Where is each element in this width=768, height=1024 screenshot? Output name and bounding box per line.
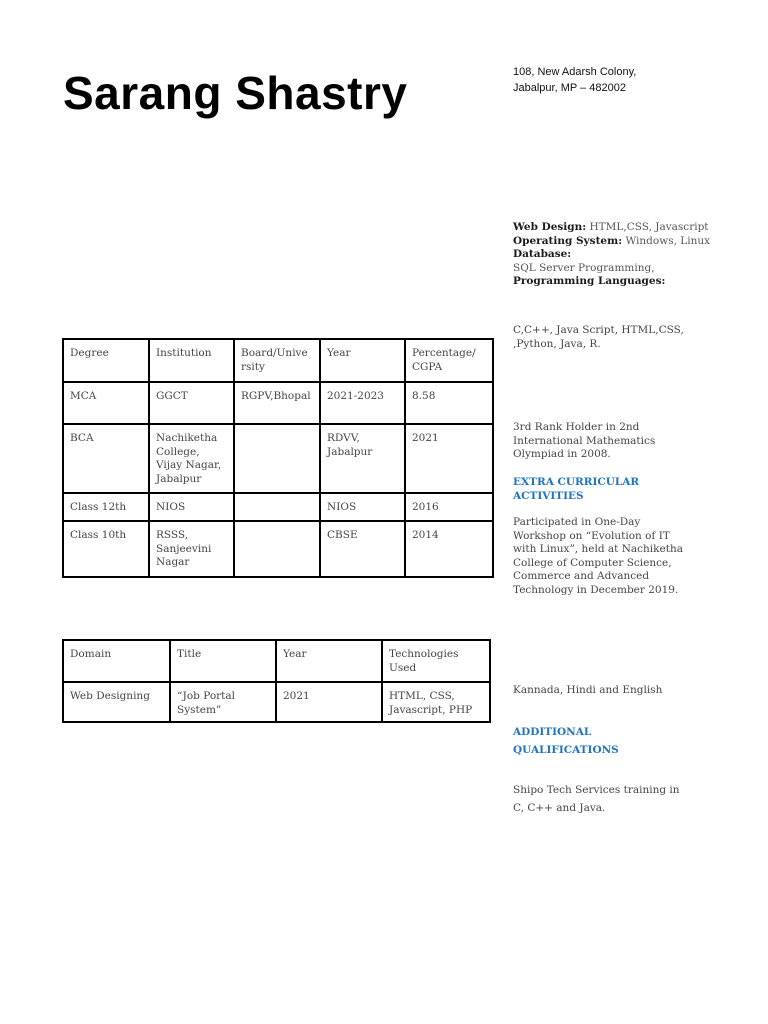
technical-skills — [513, 221, 753, 289]
header-technologies: Technologies Used — [382, 640, 490, 682]
candidate-name: Sarang Shastry — [63, 67, 408, 119]
header-year: Year — [276, 640, 382, 682]
table-row — [63, 424, 493, 493]
table-cell: GGCT — [149, 382, 234, 424]
web-design-label: Web Design: — [513, 221, 587, 233]
table-cell: CBSE — [320, 521, 405, 577]
table-cell: NIOS — [149, 493, 234, 521]
table-cell: 2021 — [405, 424, 493, 493]
table-cell: 2014 — [405, 521, 493, 577]
training-text — [513, 781, 683, 817]
address-block — [513, 65, 753, 96]
projects-table — [62, 639, 491, 723]
extra-curricular-heading: EXTRA CURRICULAR ACTIVITIES — [513, 476, 640, 502]
projects-header-row — [63, 640, 490, 682]
table-cell: Class 10th — [63, 521, 149, 577]
header-domain: Domain — [63, 640, 170, 682]
achievement-text: 3rd Rank Holder in 2nd International Mathematics Olympiad in 2008. — [513, 421, 656, 460]
training-content: Shipo Tech Services training in C, C++ and Java. — [513, 784, 680, 814]
os-value: Windows, Linux — [625, 234, 711, 247]
web-design-skill — [513, 221, 753, 235]
table-row — [63, 493, 493, 521]
programming-languages-list: C,C++, Java Script, HTML,CSS, ,Python, Java, R. — [513, 324, 684, 350]
table-cell — [234, 521, 320, 577]
table-cell: RDVV, Jabalpur — [320, 424, 405, 493]
programming-label: Programming Languages: — [513, 275, 666, 287]
table-cell: Nachiketha College, Vijay Nagar, Jabalpur — [149, 424, 234, 493]
table-cell: Web Designing — [63, 682, 170, 722]
database-value: SQL Server Programming, — [513, 261, 655, 274]
languages-text: Kannada, Hindi and English — [513, 684, 663, 696]
os-label: Operating System: — [513, 234, 623, 247]
additional-qualifications-heading: ADDITIONAL QUALIFICATIONS — [513, 726, 619, 756]
table-cell — [234, 424, 320, 493]
table-cell: Class 12th — [63, 493, 149, 521]
table-cell: NIOS — [320, 493, 405, 521]
header-degree: Degree — [63, 339, 149, 382]
header-institution: Institution — [149, 339, 234, 382]
table-cell: 2021-2023 — [320, 382, 405, 424]
table-cell: RGPV,Bhopal — [234, 382, 320, 424]
table-cell: BCA — [63, 424, 149, 493]
os-skill — [513, 235, 753, 249]
table-row — [63, 521, 493, 577]
table-cell: “Job Portal System” — [170, 682, 276, 722]
table-cell — [234, 493, 320, 521]
header-percentage: Percentage/ CGPA — [405, 339, 493, 382]
education-header-row — [63, 339, 493, 382]
header-year: Year — [320, 339, 405, 382]
header-board: Board/Unive rsity — [234, 339, 320, 382]
table-cell: HTML, CSS, Javascript, PHP — [382, 682, 490, 722]
workshop-text: Participated in One-Day Workshop on “Evolution of IT with Linux”, held at Nachiketha College of Computer Science, Commerce and Advanced Technology in December 2019. — [513, 516, 683, 596]
programming-skill — [513, 275, 753, 289]
education-table — [62, 338, 494, 578]
table-cell: 8.58 — [405, 382, 493, 424]
web-design-value: HTML,CSS, Javascript — [589, 221, 709, 233]
address-line-2: Jabalpur, MP – 482002 — [513, 81, 626, 94]
table-cell: 2016 — [405, 493, 493, 521]
table-cell: MCA — [63, 382, 149, 424]
table-row — [63, 382, 493, 424]
database-label: Database: — [513, 248, 572, 260]
table-row — [63, 682, 490, 722]
address-line-1: 108, New Adarsh Colony, — [513, 66, 637, 78]
table-cell: RSSS, Sanjeevini Nagar — [149, 521, 234, 577]
header-title: Title — [170, 640, 276, 682]
table-cell: 2021 — [276, 682, 382, 722]
database-skill — [513, 248, 753, 262]
